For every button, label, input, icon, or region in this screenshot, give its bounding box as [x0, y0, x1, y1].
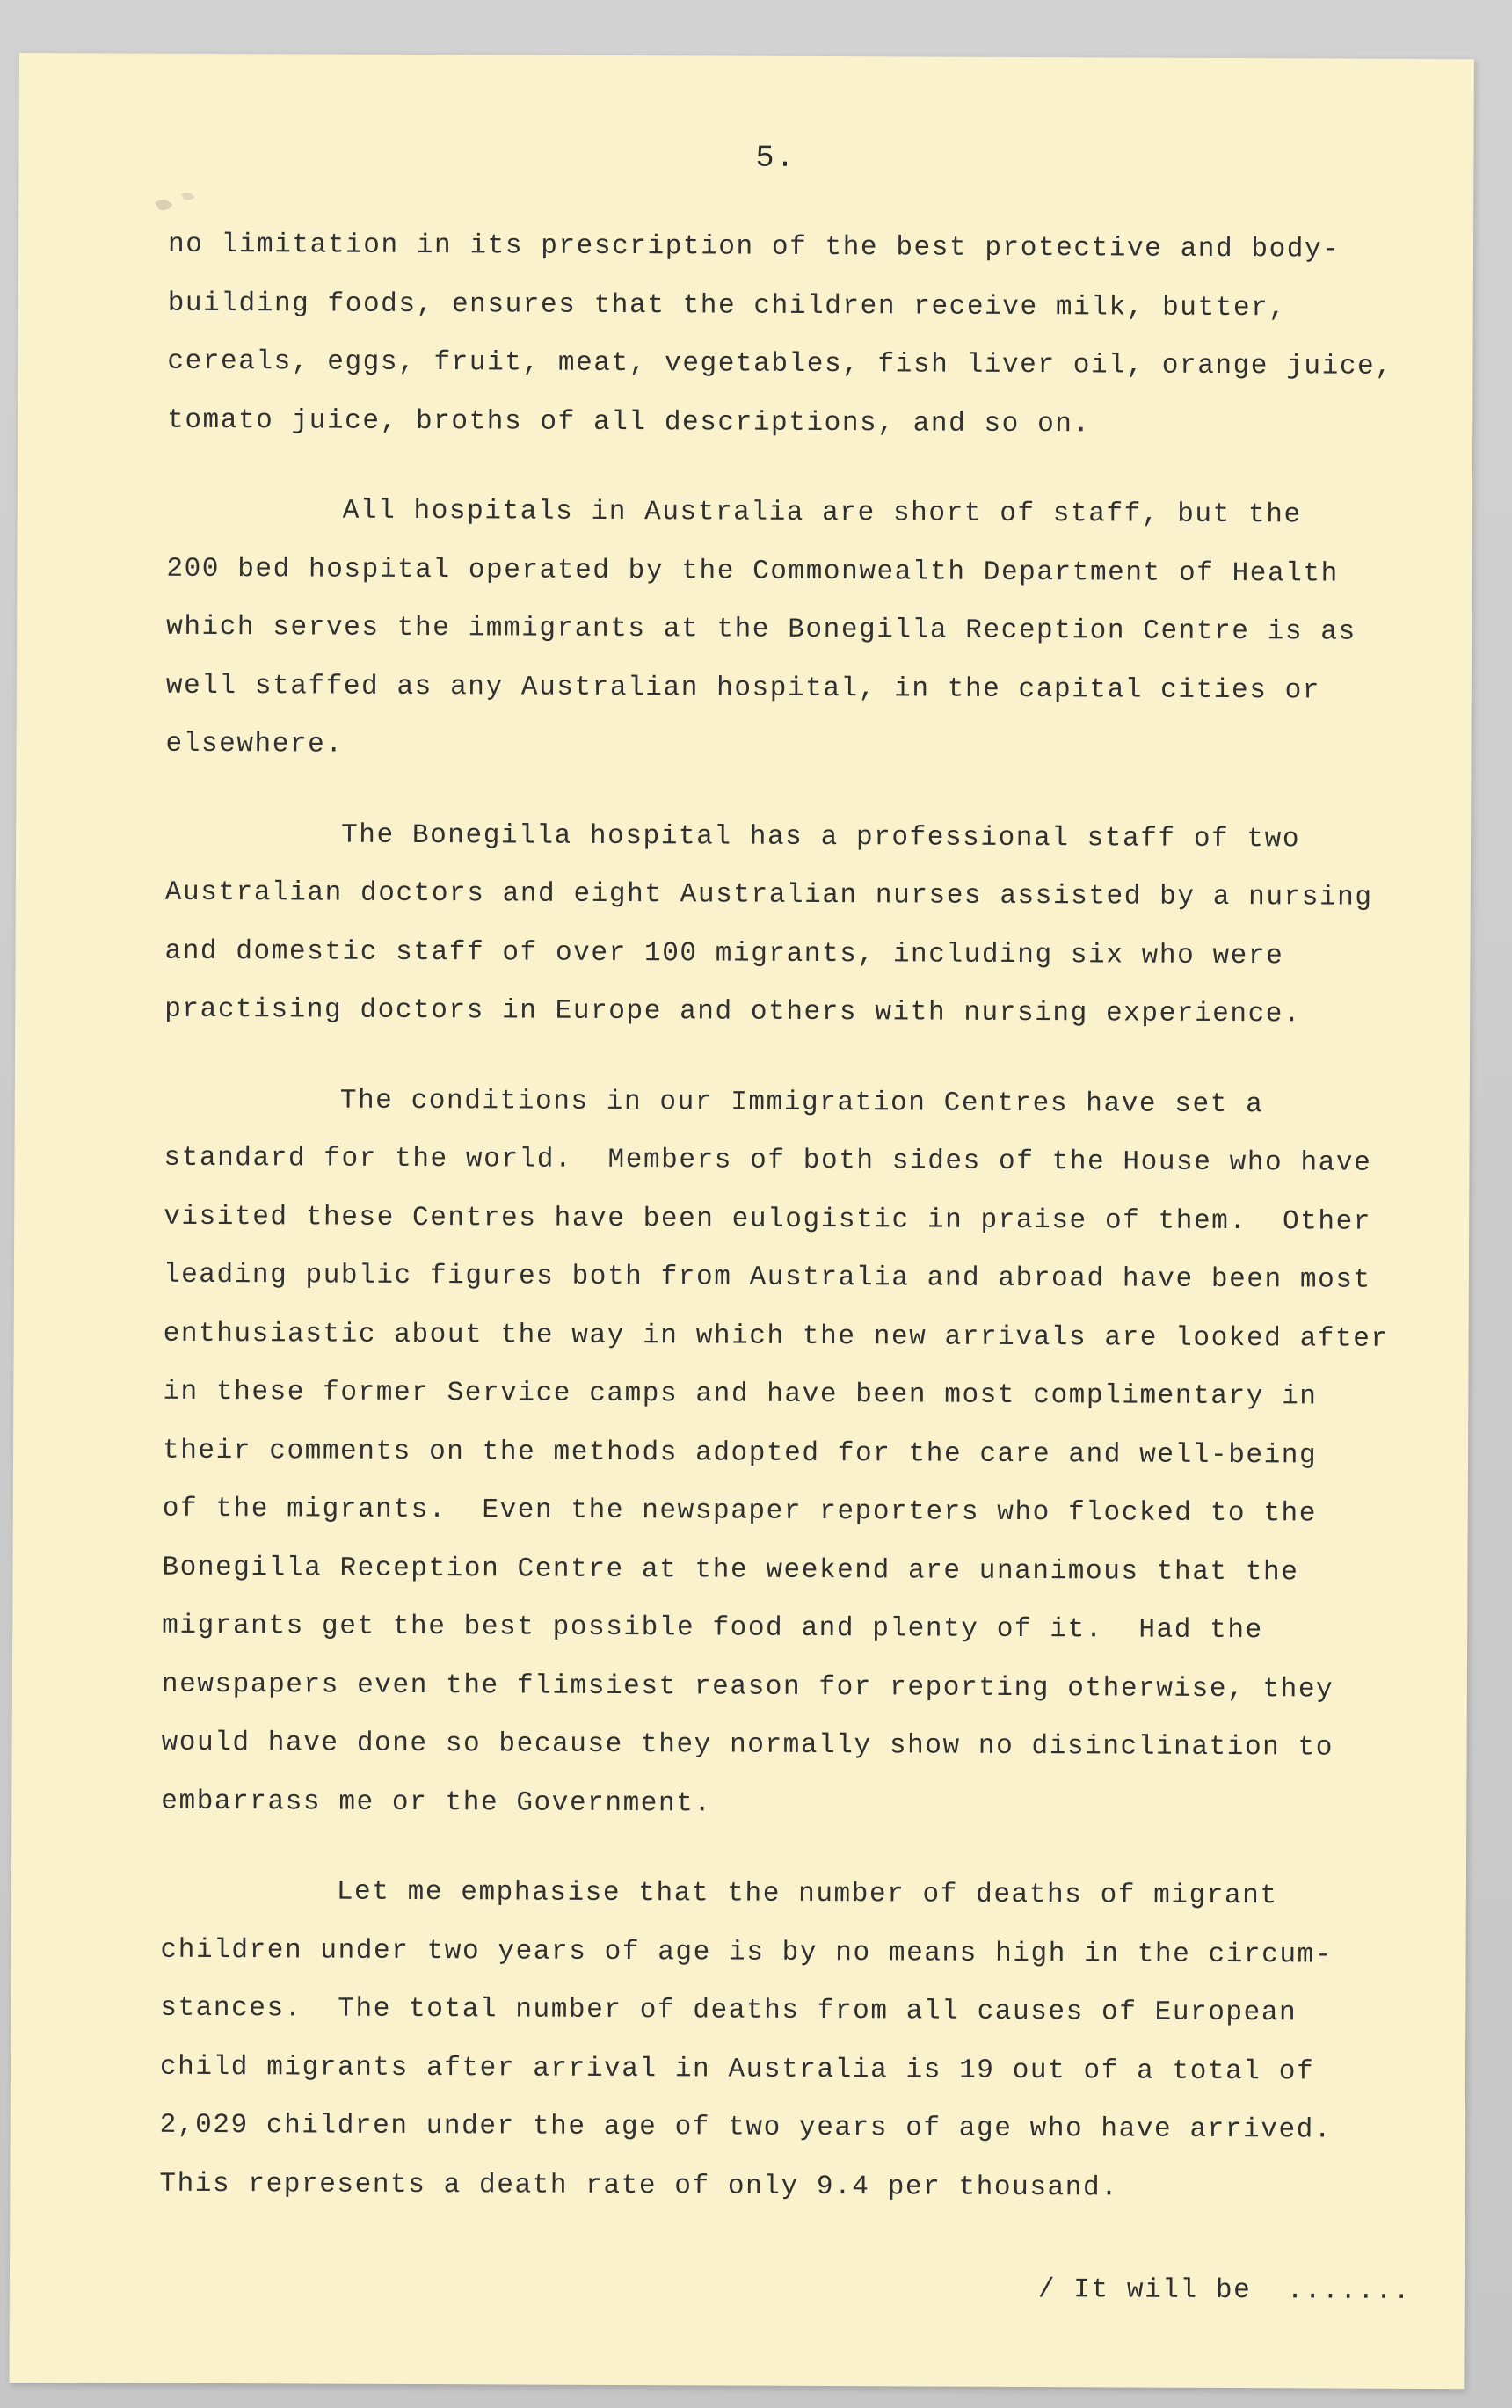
text-line: The conditions in our Immigration Centres have set a — [339, 1085, 1264, 1120]
text-line: cereals, eggs, fruit, meat, vegetables, fish liver oil, orange juice, — [167, 346, 1393, 382]
text-line: elsewhere. — [165, 728, 344, 760]
paragraph-1 — [167, 216, 1416, 455]
text-line: enthusiastic about the way in which the new arrivals are looked after — [163, 1318, 1389, 1355]
text-line: leading public figures both from Australia and abroad have been most — [163, 1259, 1371, 1296]
document-page — [9, 53, 1474, 2389]
text-line: embarrass me or the Government. — [161, 1786, 712, 1819]
paragraph-4 — [161, 1071, 1413, 1837]
text-line: their comments on the methods adopted for the care and well-being — [162, 1435, 1318, 1471]
text-line: children under two years of age is by no means high in the circum- — [160, 1934, 1334, 1971]
text-line: which serves the immigrants at the Bonegilla Reception Centre is as — [166, 611, 1356, 648]
text-line: of the migrants. Even the newspaper reporters who flocked to the — [162, 1493, 1318, 1530]
text-line: building foods, ensures that the children receive milk, butter, — [167, 287, 1287, 324]
text-line: tomato juice, broths of all descriptions, and so on. — [167, 404, 1091, 440]
text-line: 200 bed hospital operated by the Commonwealth Department of Health — [166, 553, 1339, 590]
text-line: newspapers even the flimsiest reason for reporting otherwise, they — [161, 1669, 1334, 1706]
text-line: Australian doctors and eight Australian nurses assisted by a nursing — [164, 877, 1373, 913]
text-line: no limitation in its prescription of the best protective and body- — [167, 229, 1341, 266]
text-line: practising doctors in Europe and others with nursing experience. — [164, 993, 1302, 1030]
text-line: stances. The total number of deaths from all causes of European — [160, 1992, 1298, 2029]
text-line: well staffed as any Australian hospital, in the capital cities or — [165, 670, 1321, 706]
text-line: Let me emphasise that the number of deaths of migrant — [336, 1876, 1278, 1912]
text-line: All hospitals in Australia are short of staff, but the — [342, 495, 1302, 531]
document-body — [159, 216, 1416, 2251]
text-line: The Bonegilla hospital has a professional staff of two — [341, 819, 1301, 855]
text-line: 2,029 children under the age of two years of age who have arrived. — [159, 2109, 1333, 2146]
page-number: 5. — [755, 140, 796, 176]
text-line: would have done so because they normally show no disinclination to — [161, 1727, 1334, 1764]
text-line: Bonegilla Reception Centre at the weekend are unanimous that the — [162, 1552, 1299, 1588]
text-line: standard for the world. Members of both sides of the House who have — [164, 1142, 1372, 1179]
paragraph-2 — [165, 482, 1414, 780]
text-line: in these former Service camps and have been most complimentary in — [163, 1376, 1318, 1413]
text-line: child migrants after arrival in Australia is 19 out of a total of — [159, 2051, 1315, 2087]
text-line: visited these Centres have been eulogistic in praise of them. Other — [164, 1201, 1372, 1238]
paragraph-5 — [159, 1863, 1409, 2219]
paragraph-3 — [164, 805, 1414, 1044]
text-line: migrants get the best possible food and plenty of it. Had the — [162, 1610, 1263, 1647]
catchword: / It will be ....... — [1037, 2274, 1412, 2307]
text-line: and domestic staff of over 100 migrants, including six who were — [164, 935, 1284, 971]
text-line: This represents a death rate of only 9.4 per thousand. — [159, 2168, 1119, 2203]
